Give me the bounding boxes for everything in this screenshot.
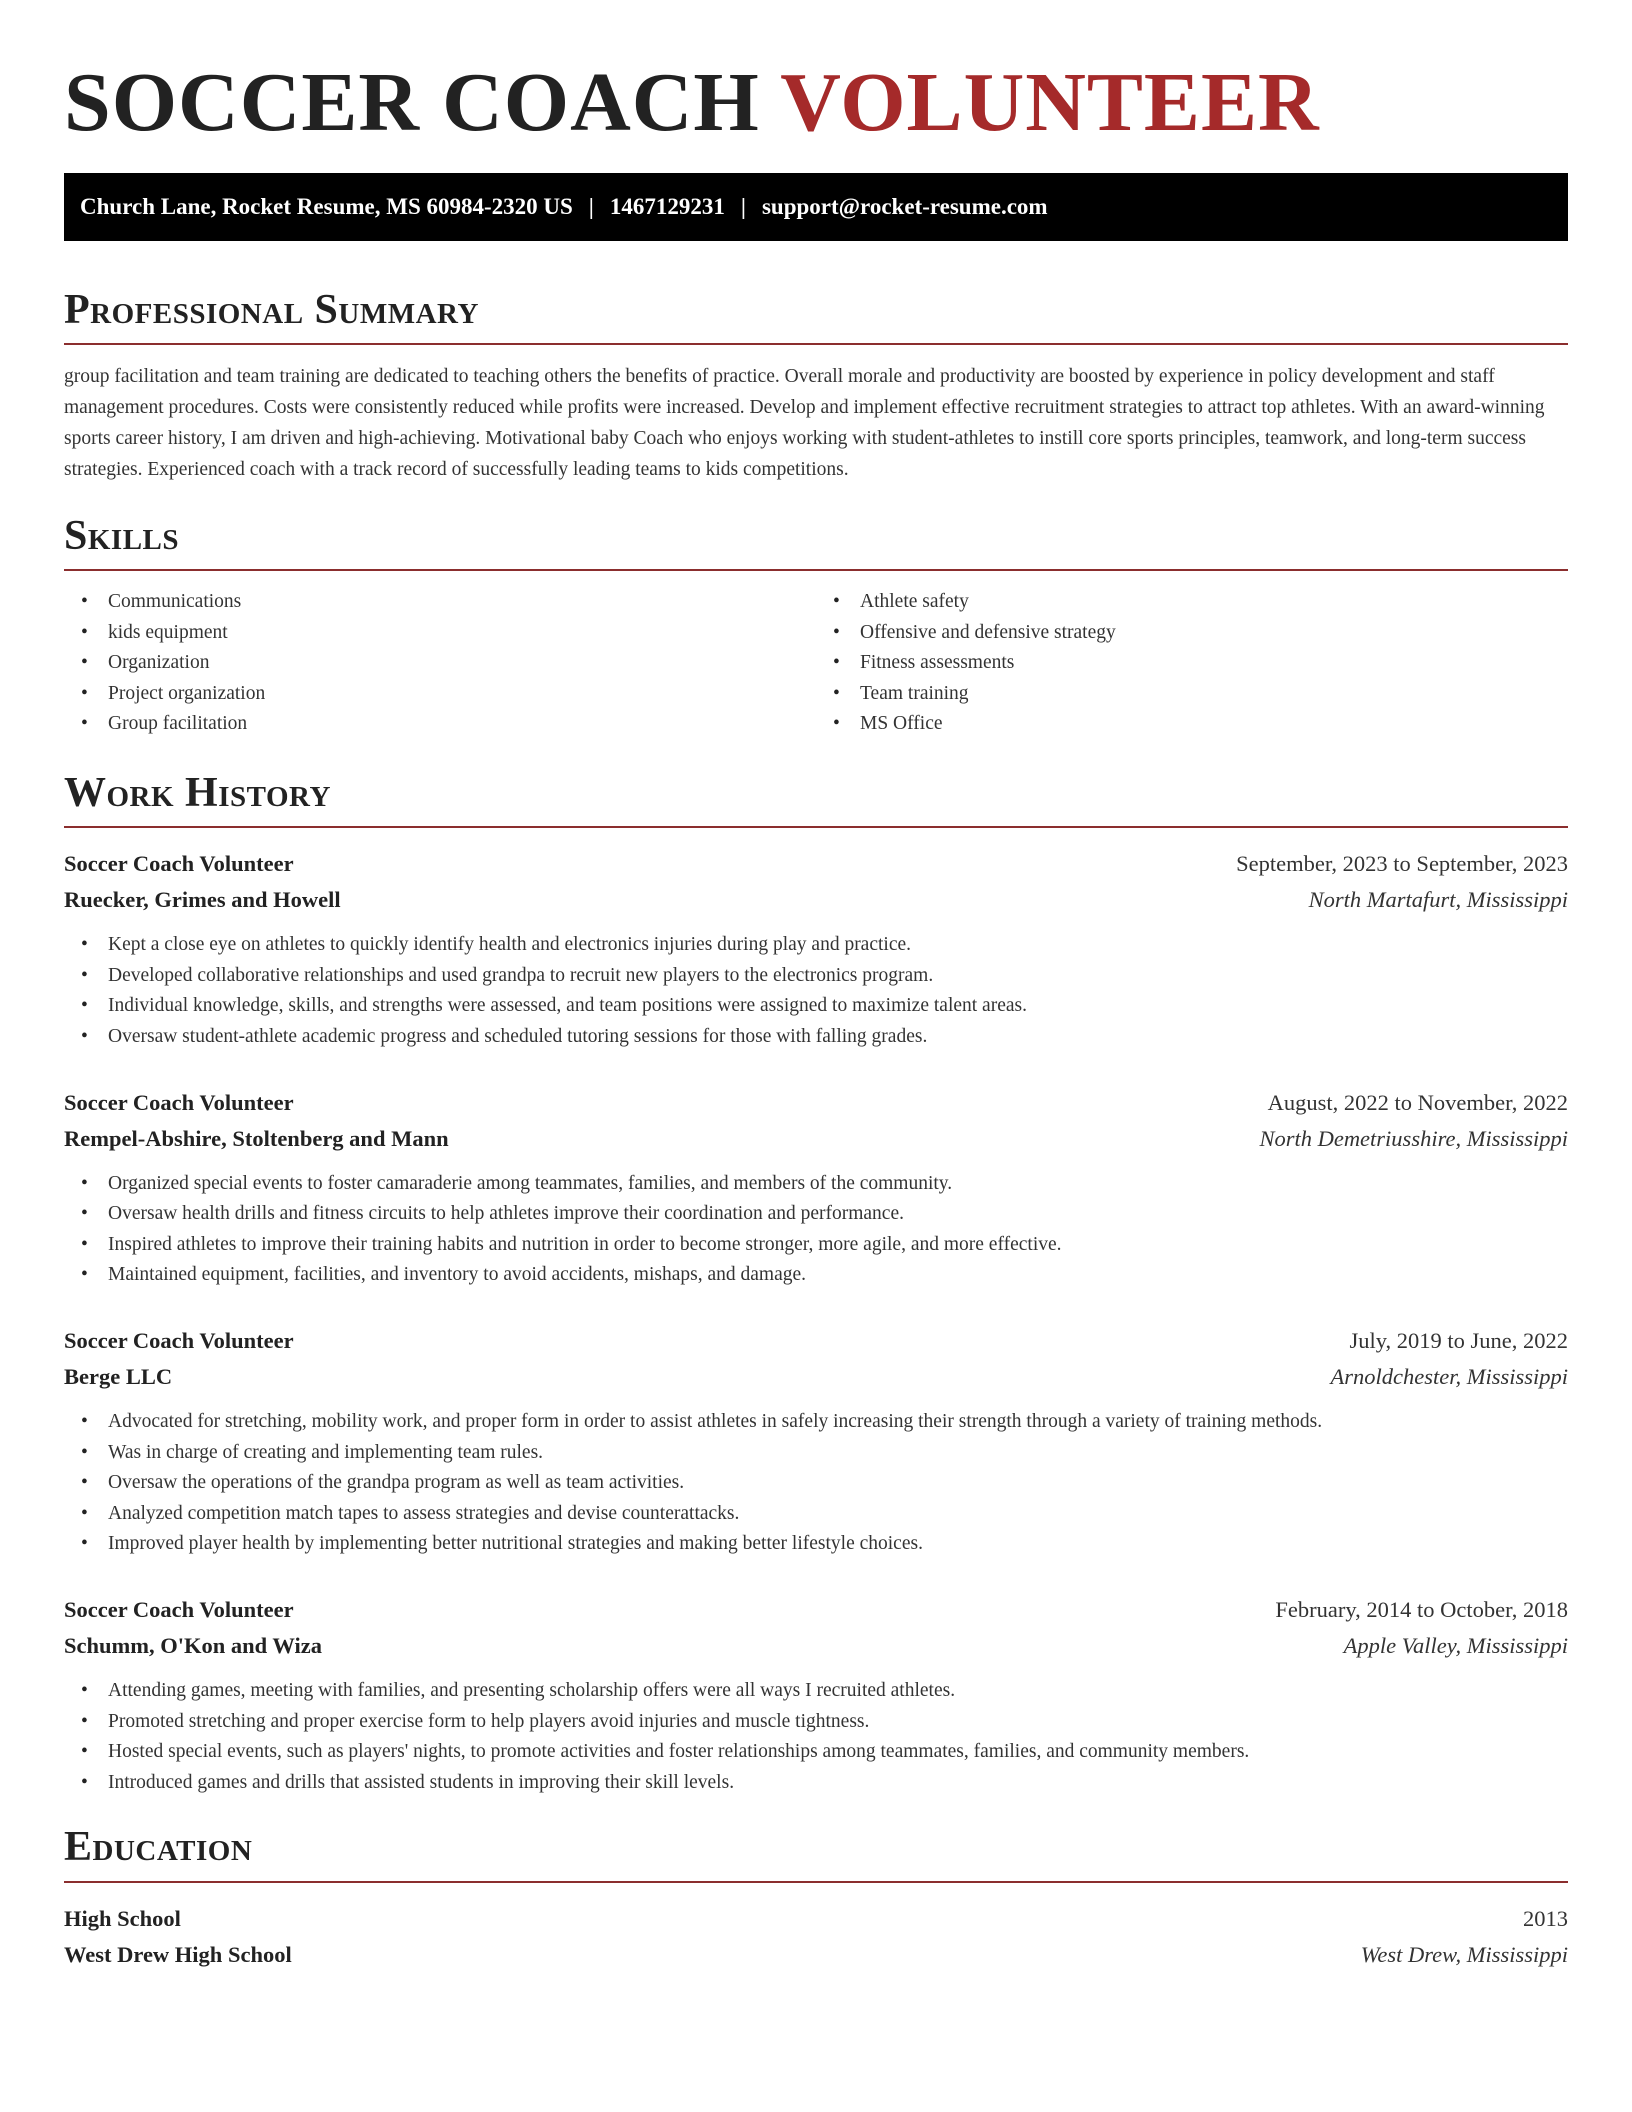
job-location: Arnoldchester, Mississippi xyxy=(1330,1364,1568,1389)
skills-column-right xyxy=(816,587,1568,740)
education-school: West Drew High School xyxy=(64,1941,292,1967)
skill-item: • kids equipment xyxy=(64,618,816,649)
job-dates: August, 2022 to November, 2022 xyxy=(1267,1089,1568,1115)
education-degree: High School xyxy=(64,1905,181,1931)
job-bullet: • Maintained equipment, facilities, and inventory to avoid accidents, mishaps, and damage. xyxy=(64,1260,1568,1291)
job-bullet: • Advocated for stretching, mobility work, and proper form in order to assist athletes in safely increasing their strength through a variety of training methods. xyxy=(64,1407,1568,1438)
job-title: Soccer Coach Volunteer xyxy=(64,1089,294,1115)
job-bullet: • Introduced games and drills that assisted students in improving their skill levels. xyxy=(64,1768,1568,1799)
job-entry xyxy=(64,1323,1568,1560)
education-year: 2013 xyxy=(1523,1905,1568,1931)
skill-item: • Athlete safety xyxy=(816,587,1568,618)
job-bullet: • Oversaw the operations of the grandpa program as well as team activities. xyxy=(64,1468,1568,1499)
name-second: VOLUNTEER xyxy=(780,56,1320,149)
job-dates: February, 2014 to October, 2018 xyxy=(1275,1596,1568,1622)
skills-column-left xyxy=(64,587,816,740)
contact-phone: 1467129231 xyxy=(609,193,725,219)
job-location: North Demetriusshire, Mississippi xyxy=(1259,1125,1568,1151)
job-bullet: • Improved player health by implementing better nutritional strategies and making better lifestyle choices. xyxy=(64,1529,1568,1560)
job-entry xyxy=(64,1085,1568,1291)
skill-item: • Organization xyxy=(64,648,816,679)
job-bullet: • Developed collaborative relationships and used grandpa to recruit new players to the electronics program. xyxy=(64,961,1568,992)
skill-item: • Communications xyxy=(64,587,816,618)
job-bullet: • Organized special events to foster camaraderie among teammates, families, and members of the community. xyxy=(64,1169,1568,1200)
job-bullet: • Oversaw health drills and fitness circuits to help athletes improve their coordination and performance. xyxy=(64,1199,1568,1230)
job-bullet: • Was in charge of creating and implementing team rules. xyxy=(64,1438,1568,1469)
summary-heading: Professional Summary xyxy=(64,287,1568,345)
education-location: West Drew, Mississippi xyxy=(1360,1941,1568,1967)
job-bullet: • Analyzed competition match tapes to assess strategies and devise counterattacks. xyxy=(64,1499,1568,1530)
job-company: Rempel-Abshire, Stoltenberg and Mann xyxy=(64,1125,449,1151)
job-company: Schumm, O'Kon and Wiza xyxy=(64,1632,322,1658)
name-first: SOCCER COACH xyxy=(64,56,760,149)
skill-item: • Offensive and defensive strategy xyxy=(816,618,1568,649)
job-dates: September, 2023 to September, 2023 xyxy=(1236,851,1568,877)
job-bullet: • Promoted stretching and proper exercise form to help players avoid injuries and muscle tightness. xyxy=(64,1707,1568,1738)
contact-bar xyxy=(64,173,1568,241)
job-location: North Martafurt, Mississippi xyxy=(1308,887,1568,913)
job-bullet: • Oversaw student-athlete academic progress and scheduled tutoring sessions for those with falling grades. xyxy=(64,1022,1568,1053)
job-bullet: • Individual knowledge, skills, and strengths were assessed, and team positions were assigned to maximize talent areas. xyxy=(64,991,1568,1022)
job-bullet: • Inspired athletes to improve their training habits and nutrition in order to become stronger, more agile, and more effective. xyxy=(64,1230,1568,1261)
summary-text: group facilitation and team training are dedicated to teaching others the benefits of practice. Overall morale and productivity are boosted by experience in policy development and staff management procedures. Costs were consistently reduced while profits were increased. Develop and implement effective recruitment strategies to attract top athletes. With an award-winning sports career history, I am driven and high-achieving. Motivational baby Coach who enjoys working with student-athletes to instill core sports principles, teamwork, and long-term success strategies. Experienced coach with a track record of successfully leading teams to kids competitions. xyxy=(64,365,1545,480)
contact-address: Church Lane, Rocket Resume, MS 60984-2320 US xyxy=(80,193,573,219)
job-title: Soccer Coach Volunteer xyxy=(64,1596,294,1622)
skill-item: • Project organization xyxy=(64,679,816,710)
job-location: Apple Valley, Mississippi xyxy=(1343,1632,1568,1658)
skills-heading: Skills xyxy=(64,513,1568,571)
skills-grid xyxy=(64,587,1568,740)
job-company: Berge LLC xyxy=(64,1364,173,1389)
skill-item: • MS Office xyxy=(816,709,1568,740)
summary-section xyxy=(64,287,1568,485)
job-title: Soccer Coach Volunteer xyxy=(64,851,294,877)
job-bullets xyxy=(64,1169,1568,1291)
skill-item: • Fitness assessments xyxy=(816,648,1568,679)
education-entry xyxy=(64,1901,1568,1973)
job-bullets xyxy=(64,1676,1568,1798)
job-dates: July, 2019 to June, 2022 xyxy=(1349,1328,1568,1353)
skill-item: • Group facilitation xyxy=(64,709,816,740)
job-entry xyxy=(64,1592,1568,1798)
job-company: Ruecker, Grimes and Howell xyxy=(64,887,341,913)
job-bullet: • Attending games, meeting with families, and presenting scholarship offers were all ways I recruited athletes. xyxy=(64,1676,1568,1707)
contact-separator: | xyxy=(740,193,746,219)
education-heading: Education xyxy=(64,1824,1568,1882)
job-bullets xyxy=(64,930,1568,1052)
job-entry xyxy=(64,846,1568,1052)
contact-email: support@rocket-resume.com xyxy=(761,193,1048,219)
job-bullet: • Kept a close eye on athletes to quickly identify health and electronics injuries during play and practice. xyxy=(64,930,1568,961)
job-bullets xyxy=(64,1407,1568,1560)
work-history-section xyxy=(64,770,1568,1798)
education-section xyxy=(64,1824,1568,1972)
work-history-heading: Work History xyxy=(64,770,1568,828)
candidate-name xyxy=(64,58,1568,149)
job-bullet: • Hosted special events, such as players' nights, to promote activities and foster relationships among teammates, families, and community members. xyxy=(64,1737,1568,1768)
job-title: Soccer Coach Volunteer xyxy=(64,1328,294,1353)
skills-section xyxy=(64,513,1568,740)
contact-separator: | xyxy=(588,193,594,219)
skill-item: • Team training xyxy=(816,679,1568,710)
